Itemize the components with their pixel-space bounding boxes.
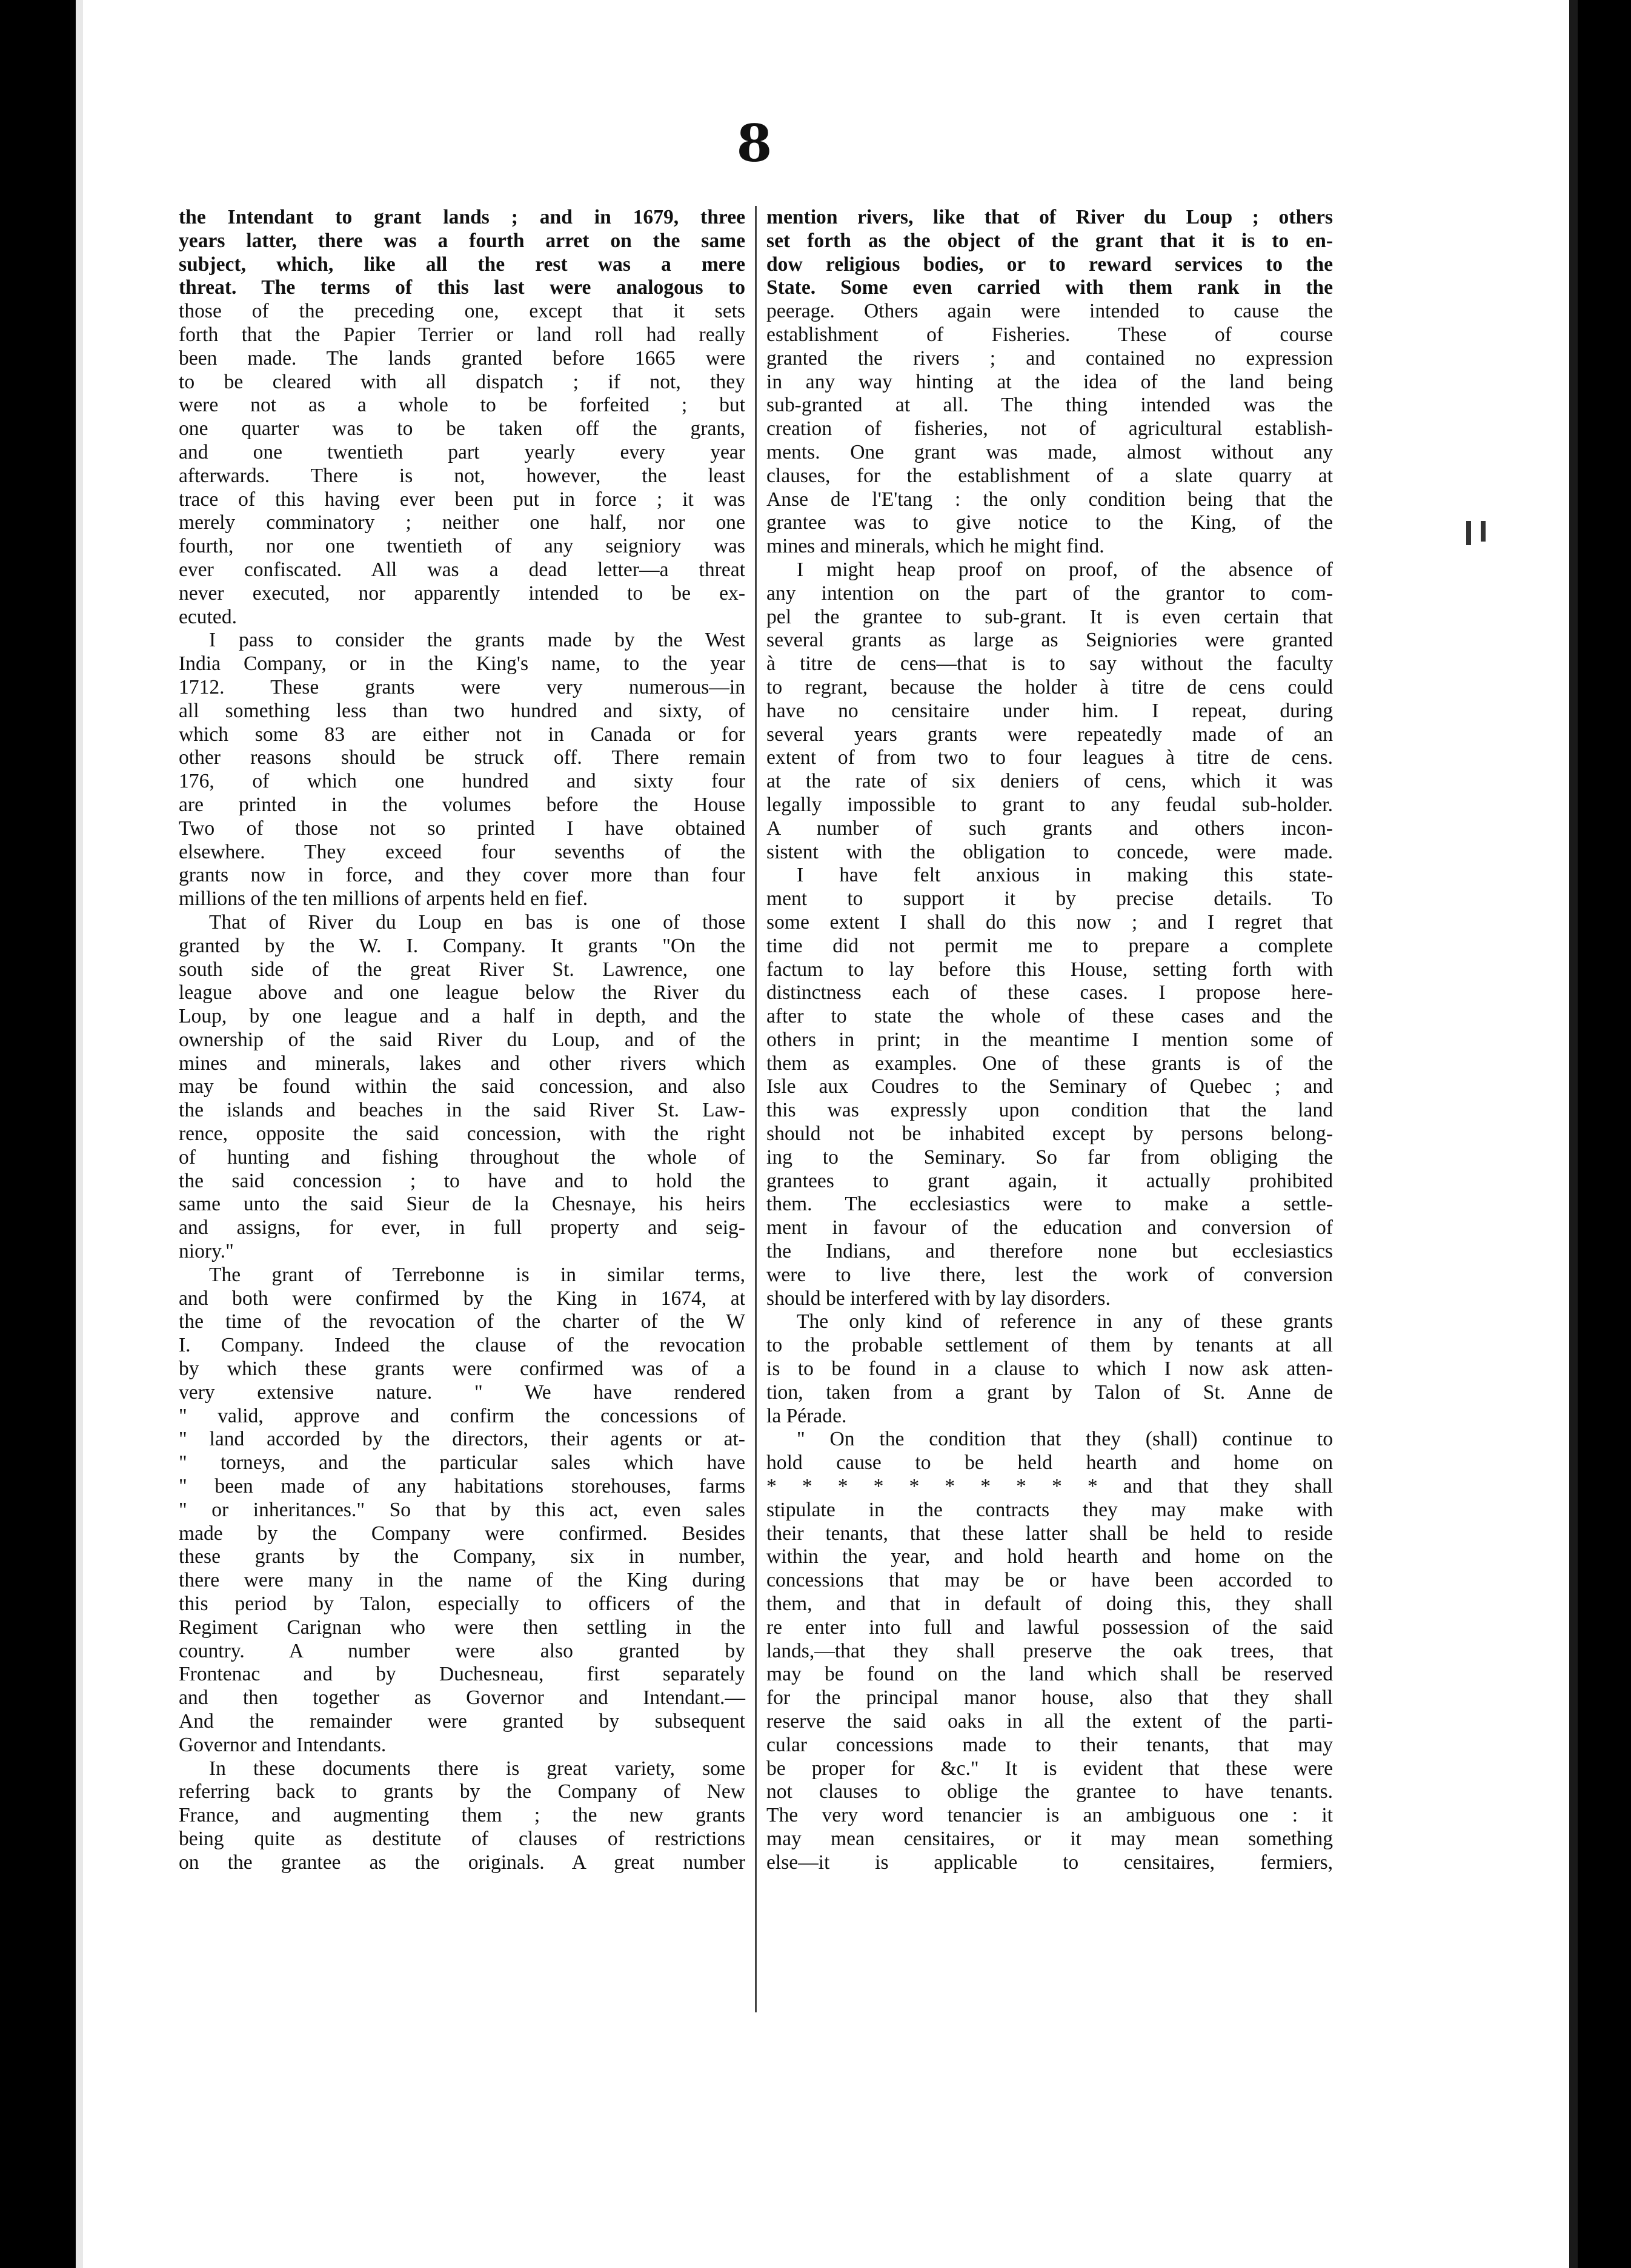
text-line: south side of the great River St. Lawrence, one [179, 958, 745, 981]
text-line: hold cause to be held hearth and home on [766, 1451, 1333, 1474]
text-line: several grants as large as Seigniories were granted [766, 629, 1333, 652]
text-line: granted by the W. I. Company. It grants "On the [179, 934, 745, 957]
text-line: reserve the said oaks in all the extent of the parti- [766, 1710, 1333, 1732]
text-line: mines and minerals, which he might find. [766, 535, 1104, 558]
text-line: to be cleared with all dispatch ; if not, they [179, 370, 745, 393]
text-line: which some 83 are either not in Canada or for [179, 723, 745, 746]
text-line: in any way hinting at the idea of the land being [766, 370, 1333, 393]
text-line: millions of the ten millions of arpents held en fief. [179, 887, 588, 910]
text-line: tion, taken from a grant by Talon of St. Anne de [766, 1381, 1333, 1404]
text-line: stipulate in the contracts they may make with [766, 1498, 1333, 1521]
text-line: sub-granted at all. The thing intended was the [766, 394, 1333, 417]
text-line: are printed in the volumes before the House [179, 793, 745, 816]
text-line: forth that the Papier Terrier or land roll had really [179, 323, 745, 346]
text-line: some extent I shall do this now ; and I regret that [766, 910, 1333, 933]
text-line: to regrant, because the holder à titre de cens could [766, 675, 1333, 698]
text-line: trace of this having ever been put in force ; it was [179, 488, 745, 511]
text-line: never executed, nor apparently intended to be ex- [179, 582, 745, 605]
text-line: to the probable settlement of them by tenants at all [766, 1334, 1333, 1357]
text-line: Frontenac and by Duchesneau, first separately [179, 1663, 745, 1686]
text-line: la Pérade. [766, 1404, 847, 1427]
text-line: ment in favour of the education and conversion of [766, 1216, 1333, 1239]
text-line: Governor and Intendants. [179, 1733, 387, 1756]
text-line: Isle aux Coudres to the Seminary of Quebec ; and [766, 1075, 1333, 1098]
left-column [179, 206, 745, 1875]
text-line: re enter into full and lawful possession of the said [766, 1616, 1333, 1639]
text-line: " or inheritances." So that by this act, even sales [179, 1498, 745, 1521]
text-line: and one twentieth part yearly every year [179, 440, 745, 463]
text-line: were to live there, lest the work of conversion [766, 1263, 1333, 1286]
text-line: this was expressly upon condition that the land [766, 1099, 1333, 1122]
text-line: elsewhere. They exceed four sevenths of the [179, 840, 745, 863]
text-line: à titre de cens—that is to say without the faculty [766, 652, 1333, 675]
text-line: That of River du Loup en bas is one of those [209, 910, 745, 933]
text-line: may be found on the land which shall be reserved [766, 1663, 1333, 1686]
text-line: afterwards. There is not, however, the least [179, 464, 745, 487]
text-line: creation of fisheries, not of agricultural establish- [766, 417, 1333, 440]
text-line: concessions that may be or have been accorded to [766, 1569, 1333, 1592]
text-line: one quarter was to be taken off the grants, [179, 417, 745, 440]
text-line: rence, opposite the said concession, with the right [179, 1122, 745, 1146]
text-line: the Intendant to grant lands ; and in 1679, three [179, 206, 745, 228]
text-line: granted the rivers ; and contained no expression [766, 346, 1333, 370]
text-line: pel the grantee to sub-grant. It is even certain that [766, 605, 1333, 628]
text-line: very extensive nature. " We have rendered [179, 1381, 745, 1404]
text-line: and then together as Governor and Intendant.— [179, 1686, 745, 1709]
text-line: within the year, and hold hearth and home on the [766, 1545, 1333, 1568]
text-line: time did not permit me to prepare a complete [766, 934, 1333, 957]
text-line: the said concession ; to have and to hold the [179, 1169, 745, 1192]
text-line: not clauses to oblige the grantee to have tenants. [766, 1780, 1333, 1803]
text-line: legally impossible to grant to any feudal sub-holder. [766, 793, 1333, 816]
scan-fleck [1481, 521, 1486, 542]
text-line: The grant of Terrebonne is in similar terms, [209, 1263, 745, 1286]
text-line: the islands and beaches in the said River St. Law- [179, 1099, 745, 1122]
text-line: and both were confirmed by the King in 1674, at [179, 1287, 745, 1310]
text-line: any intention on the part of the grantor to com- [766, 582, 1333, 605]
text-line: of hunting and fishing throughout the whole of [179, 1146, 745, 1169]
text-line: years latter, there was a fourth arret on the same [179, 229, 745, 252]
text-line: I. Company. Indeed the clause of the revocation [179, 1334, 745, 1357]
scan-border-right-inner [1569, 0, 1578, 2268]
text-line: 176, of which one hundred and sixty four [179, 770, 745, 793]
text-line: 1712. These grants were very numerous—in [179, 675, 745, 698]
text-line: And the remainder were granted by subsequent [179, 1710, 745, 1732]
text-line: on the grantee as the originals. A great number [179, 1851, 745, 1874]
text-line: cular concessions made to their tenants, that may [766, 1733, 1333, 1756]
text-line: sistent with the obligation to concede, were made. [766, 840, 1333, 863]
text-line: fourth, nor one twentieth of any seigniory was [179, 535, 745, 558]
text-line: and assigns, for ever, in full property and seig- [179, 1216, 745, 1239]
text-line: France, and augmenting them ; the new grants [179, 1804, 745, 1827]
text-line: these grants by the Company, six in number, [179, 1545, 745, 1568]
text-line: their tenants, that these latter shall be held to reside [766, 1522, 1333, 1545]
text-line: the Indians, and therefore none but ecclesiastics [766, 1240, 1333, 1263]
scan-gap [76, 0, 83, 2268]
text-line: may be found within the said concession, and also [179, 1075, 745, 1098]
page-number: 8 [736, 113, 772, 173]
text-line: for the principal manor house, also that they shall [766, 1686, 1333, 1709]
text-line: I might heap proof on proof, of the absence of [797, 558, 1333, 581]
text-line: Two of those not so printed I have obtained [179, 817, 745, 840]
text-line: clauses, for the establishment of a slate quarry at [766, 464, 1333, 487]
text-line: were not as a whole to be forfeited ; but [179, 394, 745, 417]
right-column [766, 206, 1333, 1875]
text-line: been made. The lands granted before 1665 were [179, 346, 745, 370]
text-line: have no censitaire under him. I repeat, during [766, 699, 1333, 722]
text-line: ownership of the said River du Loup, and of the [179, 1028, 745, 1051]
scan-border-left [0, 0, 76, 2268]
text-line: there were many in the name of the King during [179, 1569, 745, 1592]
scan-fleck [1466, 521, 1471, 545]
text-line: set forth as the object of the grant that it is to en- [766, 229, 1333, 252]
text-line: lands,—that they shall preserve the oak trees, that [766, 1639, 1333, 1662]
text-line: State. Some even carried with them rank in the [766, 276, 1333, 299]
text-line: all something less than two hundred and sixty, of [179, 699, 745, 722]
text-line: ecuted. [179, 605, 238, 628]
text-line: India Company, or in the King's name, to the year [179, 652, 745, 675]
text-line: In these documents there is great variety, some [209, 1757, 745, 1780]
text-line: " torneys, and the particular sales which have [179, 1451, 745, 1474]
text-line: mines and minerals, lakes and other rivers which [179, 1052, 745, 1075]
text-line: several years grants were repeatedly made of an [766, 723, 1333, 746]
text-line: ever confiscated. All was a dead letter—a threat [179, 558, 745, 581]
text-line: made by the Company were confirmed. Besides [179, 1522, 745, 1545]
text-line: The only kind of reference in any of these grants [797, 1310, 1333, 1333]
text-line: referring back to grants by the Company of New [179, 1780, 745, 1803]
text-line: should be interfered with by lay disorders. [766, 1287, 1111, 1310]
text-line: other reasons should be struck off. There remain [179, 746, 745, 769]
text-line: subject, which, like all the rest was a mere [179, 253, 745, 276]
text-line: being quite as destitute of clauses of restrictions [179, 1827, 745, 1850]
text-line: league above and one league below the River du [179, 981, 745, 1004]
text-line: establishment of Fisheries. These of course [766, 323, 1333, 346]
text-line: ing to the Seminary. So far from obliging the [766, 1146, 1333, 1169]
text-line: else—it is applicable to censitaires, fermiers, [766, 1851, 1333, 1874]
text-line: at the rate of six deniers of cens, which it was [766, 770, 1333, 793]
text-line: " On the condition that they (shall) continue to [797, 1428, 1333, 1451]
text-line: mention rivers, like that of River du Loup ; others [766, 206, 1333, 228]
text-line: Anse de l'E'tang : the only condition being that the [766, 488, 1333, 511]
text-line: be proper for &c." It is evident that these were [766, 1757, 1333, 1780]
text-line: should not be inhabited except by persons belong- [766, 1122, 1333, 1146]
text-line: ment to support it by precise details. To [766, 887, 1333, 910]
text-line: same unto the said Sieur de la Chesnaye, his heirs [179, 1193, 745, 1216]
text-line: the time of the revocation of the charter of the W [179, 1310, 745, 1333]
text-line: grantees to grant again, it actually prohibited [766, 1169, 1333, 1192]
text-line: threat. The terms of this last were analogous to [179, 276, 745, 299]
text-line: is to be found in a clause to which I now ask atten- [766, 1358, 1333, 1381]
text-line: Regiment Carignan who were then settling in the [179, 1616, 745, 1639]
text-line: " land accorded by the directors, their agents or at- [179, 1428, 745, 1451]
text-line: A number of such grants and others incon- [766, 817, 1333, 840]
text-line: merely comminatory ; neither one half, nor one [179, 511, 745, 534]
scan-border-right [1578, 0, 1631, 2268]
text-line: country. A number were also granted by [179, 1639, 745, 1662]
text-line: * * * * * * * * * * and that they shall [766, 1475, 1333, 1498]
text-line: extent of from two to four leagues à titre de cens. [766, 746, 1333, 769]
text-line: niory." [179, 1240, 234, 1263]
text-line: ments. One grant was made, almost without any [766, 440, 1333, 463]
text-line: factum to lay before this House, setting forth with [766, 958, 1333, 981]
text-line: those of the preceding one, except that it sets [179, 300, 745, 323]
text-line: I have felt anxious in making this state- [797, 864, 1333, 887]
text-line: " valid, approve and confirm the concessions of [179, 1404, 745, 1427]
text-line: grantee was to give notice to the King, of the [766, 511, 1333, 534]
text-line: this period by Talon, especially to officers of the [179, 1593, 745, 1616]
text-line: " been made of any habitations storehouses, farms [179, 1475, 745, 1498]
text-line: grants now in force, and they cover more than four [179, 864, 745, 887]
text-line: others in print; in the meantime I mention some of [766, 1028, 1333, 1051]
text-line: I pass to consider the grants made by the West [209, 629, 745, 652]
text-line: dow religious bodies, or to reward services to the [766, 253, 1333, 276]
column-rule [755, 206, 757, 2012]
text-line: them as examples. One of these grants is of the [766, 1052, 1333, 1075]
text-line: peerage. Others again were intended to cause the [766, 300, 1333, 323]
text-line: them. The ecclesiastics were to make a settle- [766, 1193, 1333, 1216]
text-line: Loup, by one league and a half in depth, and the [179, 1005, 745, 1028]
text-line: distinctness each of these cases. I propose here- [766, 981, 1333, 1004]
text-line: by which these grants were confirmed was of a [179, 1358, 745, 1381]
text-line: after to state the whole of these cases and the [766, 1005, 1333, 1028]
text-line: The very word tenancier is an ambiguous one : it [766, 1804, 1333, 1827]
text-line: them, and that in default of doing this, they shall [766, 1593, 1333, 1616]
text-line: may mean censitaires, or it may mean something [766, 1827, 1333, 1850]
